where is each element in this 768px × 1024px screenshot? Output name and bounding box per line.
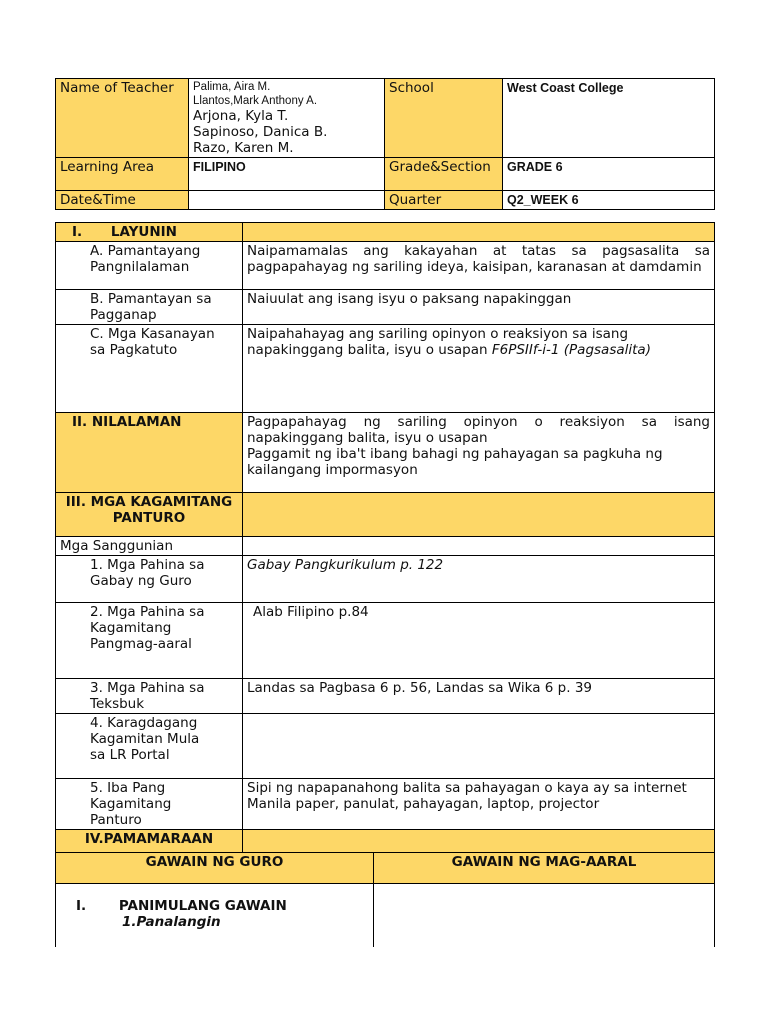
resource-5-text1: Sipi ng napapanahong balita sa pahayagan o kaya ay sa internet: [247, 780, 687, 796]
quarter-label-cell: [385, 191, 503, 210]
layunin-heading: [56, 223, 243, 242]
objective-c-text: Naipahahayag ang sariling opinyon o reaksiyon sa isang napakinggang balita, isyu o usapan: [247, 326, 629, 358]
col-guro-header: GAWAIN NG GURO: [56, 853, 374, 884]
area-value-cell: [189, 158, 385, 191]
layunin-heading-blank: [243, 223, 715, 242]
resource-3-label: 3. Mga Pahina sa Teksbuk: [56, 679, 243, 714]
date-value-cell: [189, 191, 385, 210]
date-label-cell: [56, 191, 189, 210]
school-label: School: [389, 80, 434, 96]
quarter-value: Q2_WEEK 6: [507, 193, 579, 207]
layunin-num: I.: [72, 224, 83, 240]
school-label-cell: [385, 79, 503, 158]
kagamitan-heading-blank: [243, 493, 715, 537]
resource-4-label: 4. Karagdagang Kagamitan Mula sa LR Portal: [56, 714, 243, 779]
step-title: PANIMULANG GAWAIN: [118, 898, 287, 914]
resource-4-text: [243, 714, 715, 779]
nilalaman-line2: Paggamit ng iba't ibang bahagi ng pahayagan sa pagkuha ng kailangang impormasyon: [247, 446, 663, 478]
layunin-title: LAYUNIN: [110, 224, 177, 240]
step-num: I.: [76, 898, 87, 914]
teacher-name: Sapinoso, Danica B.: [193, 124, 328, 140]
quarter-value-cell: [503, 191, 715, 210]
school-value-cell: [503, 79, 715, 158]
objective-a-text: Naipamamalas ang kakayahan at tatas sa pagsasalita sa pagpapahayag ng sariling ideya, kaisipan, karanasan at damdamin: [243, 242, 715, 290]
step-sub: 1.Panalangin: [122, 914, 221, 930]
grade-value: GRADE 6: [507, 160, 563, 174]
resource-5-text2: Manila paper, panulat, pahayagan, laptop, projector: [247, 796, 600, 812]
step-cell: [56, 884, 374, 947]
teacher-name: Llantos,Mark Anthony A.: [193, 95, 318, 107]
sanggunian-blank: [243, 537, 715, 556]
objective-a-label: A. Pamantayang Pangnilalaman: [56, 242, 243, 290]
procedure-table: [55, 852, 715, 947]
resource-3-text: Landas sa Pagbasa 6 p. 56, Landas sa Wika 6 p. 39: [243, 679, 715, 714]
lesson-table: [55, 222, 715, 860]
area-label: Learning Area: [60, 159, 154, 175]
resource-5-cell: [243, 779, 715, 830]
teacher-name: Razo, Karen M.: [193, 140, 294, 156]
area-label-cell: [56, 158, 189, 191]
teacher-label: Name of Teacher: [60, 80, 174, 96]
date-label: Date&Time: [60, 192, 136, 208]
resource-2-text: Alab Filipino p.84: [243, 603, 715, 679]
grade-value-cell: [503, 158, 715, 191]
nilalaman-cell: [243, 413, 715, 493]
resource-1-label: 1. Mga Pahina sa Gabay ng Guro: [56, 556, 243, 603]
resource-1-text: Gabay Pangkurikulum p. 122: [243, 556, 715, 603]
resource-2-label: 2. Mga Pahina sa Kagamitang Pangmag-aaral: [56, 603, 243, 679]
school-value: West Coast College: [507, 81, 624, 95]
step-student-cell: [374, 884, 715, 947]
area-value: FILIPINO: [193, 160, 246, 174]
teacher-name: Palima, Aira M.: [193, 81, 271, 93]
sanggunian-label: Mga Sanggunian: [56, 537, 243, 556]
nilalaman-line1: Pagpapahayag ng sariling opinyon o reaksiyon sa isang napakinggang balita, isyu o usapan: [247, 414, 710, 446]
col-mag-header: GAWAIN NG MAG-AARAL: [374, 853, 715, 884]
nilalaman-heading: II. NILALAMAN: [56, 413, 243, 493]
objective-c-code: F6PSIIf-i-1 (Pagsasalita): [491, 342, 651, 358]
quarter-label: Quarter: [389, 192, 442, 208]
pamamaraan-heading: IV.PAMAMARAAN: [56, 830, 243, 860]
resource-5-label: 5. Iba Pang Kagamitang Panturo: [56, 779, 243, 830]
teacher-names-cell: [189, 79, 385, 158]
grade-label-cell: [385, 158, 503, 191]
header-table: [55, 78, 715, 210]
objective-b-text: Naiuulat ang isang isyu o paksang napakinggan: [243, 290, 715, 325]
grade-label: Grade&Section: [389, 159, 491, 175]
kagamitan-heading: III. MGA KAGAMITANG PANTURO: [56, 493, 243, 537]
teacher-label-cell: [56, 79, 189, 158]
teacher-name: Arjona, Kyla T.: [193, 108, 289, 124]
objective-c-cell: [243, 325, 715, 413]
objective-b-label: B. Pamantayan sa Pagganap: [56, 290, 243, 325]
objective-c-label: C. Mga Kasanayan sa Pagkatuto: [56, 325, 243, 413]
